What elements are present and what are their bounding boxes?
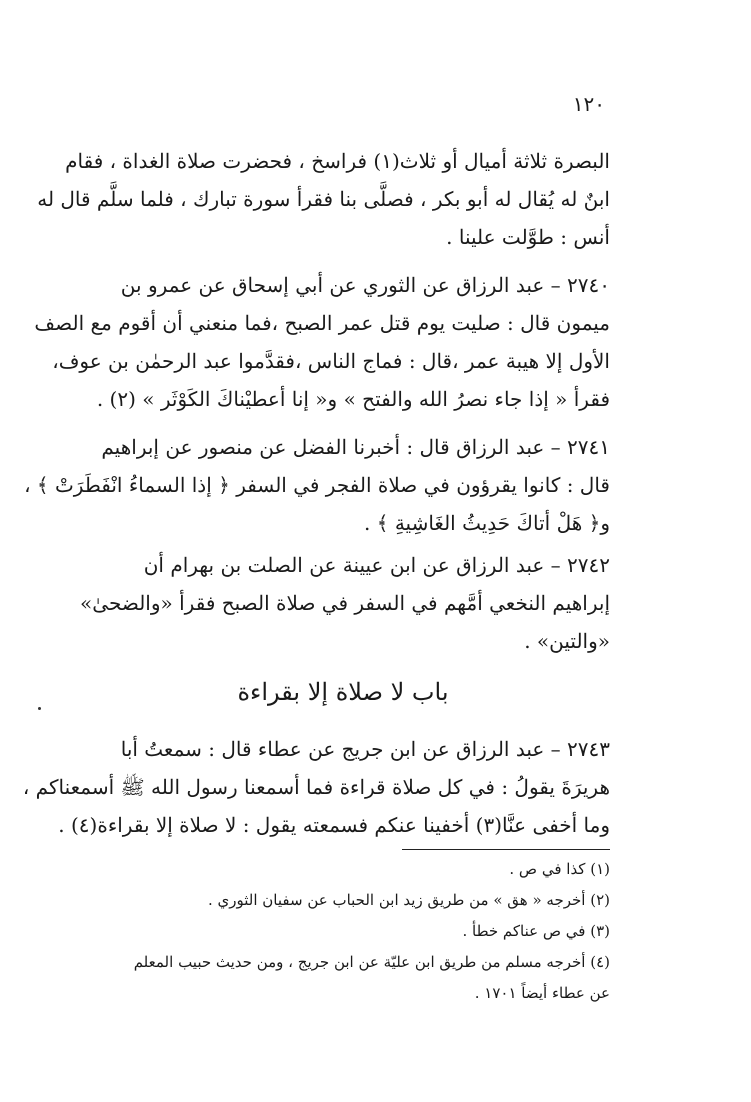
footnotes [110, 854, 610, 1009]
print-speck [38, 707, 41, 710]
hadith-2742 [76, 546, 610, 660]
text-line: البصرة ثلاثة أميال أو ثلاث(١) فراسخ ، فحضرت صلاة الغداة ، فقام [65, 149, 610, 173]
text-line: فقرأ « إذا جاء نصرُ الله والفتح » و« إنا أعطيْناكَ الكَوْثَر » (٢) . [96, 387, 610, 411]
chapter-heading: باب لا صلاة إلا بقراءة [237, 678, 449, 706]
page-number: ١٢٠ [572, 92, 605, 116]
text-line: ابنٌ له يُقال له أبو بكر ، فصلَّى بنا فقرأ سورة تبارك ، فلما سلَّم قال له [37, 187, 610, 211]
text-line: الأول إلا هيبة عمر ،قال : فماج الناس ،فقدَّموا عبد الرحمٰن بن عوف، [52, 349, 610, 373]
text-line: و﴿ هَلْ أتاكَ حَدِيثُ الغَاشِيةِ ﴾ . [364, 511, 610, 535]
hadith-2740 [34, 266, 610, 418]
text-line: وما أخفى عنَّا(٣) أخفينا عنكم فسمعته يقول : لا صلاة إلا بقراءة(٤) . [58, 813, 610, 837]
text-line: ٢٧٤٣ – عبد الرزاق عن ابن جريج عن عطاء قال : سمعتُ أبا [120, 737, 610, 761]
footnote-4-continuation: عن عطاء أيضاً ١٧٠١ . [474, 984, 610, 1002]
hadith-2743 [22, 730, 610, 844]
text-line: إبراهيم النخعي أمَّهم في السفر في صلاة الصبح فقرأ «والضحىٰ» [80, 591, 610, 615]
text-line: ٢٧٤١ – عبد الرزاق قال : أخبرنا الفضل عن منصور عن إبراهيم [101, 435, 610, 459]
text-line: ميمون قال : صليت يوم قتل عمر الصبح ،فما منعني أن أقوم مع الصف [34, 311, 610, 335]
hadith-2741 [24, 428, 610, 542]
text-line: «والتين» . [524, 629, 610, 653]
text-line: ٢٧٤٠ – عبد الرزاق عن الثوري عن أبي إسحاق عن عمرو بن [120, 273, 610, 297]
footnote-1: (١) كذا في ص . [509, 860, 610, 878]
footnote-3: (٣) في ص عناكم خطأ . [462, 922, 610, 940]
text-line: أنس : طوَّلت علينا . [446, 225, 610, 249]
text-line: هريرَةَ يقولُ : في كل صلاة قراءة فما أسمعنا رسول الله ﷺ أسمعناكم ، [22, 775, 610, 799]
paragraph-continuation [37, 142, 610, 256]
footnote-2: (٢) أخرجه « هق » من طريق زيد ابن الحباب عن سفيان الثوري . [207, 891, 610, 909]
footnote-divider [402, 849, 610, 850]
text-line: ٢٧٤٢ – عبد الرزاق عن ابن عيينة عن الصلت بن بهرام أن [143, 553, 610, 577]
text-line: قال : كانوا يقرؤون في صلاة الفجر في السفر ﴿ إذا السماءُ انْفَطَرَتْ ﴾ ، [24, 473, 610, 497]
footnote-4: (٤) أخرجه مسلم من طريق ابن عليّة عن ابن جريج ، ومن حديث حبيب المعلم [133, 953, 610, 971]
